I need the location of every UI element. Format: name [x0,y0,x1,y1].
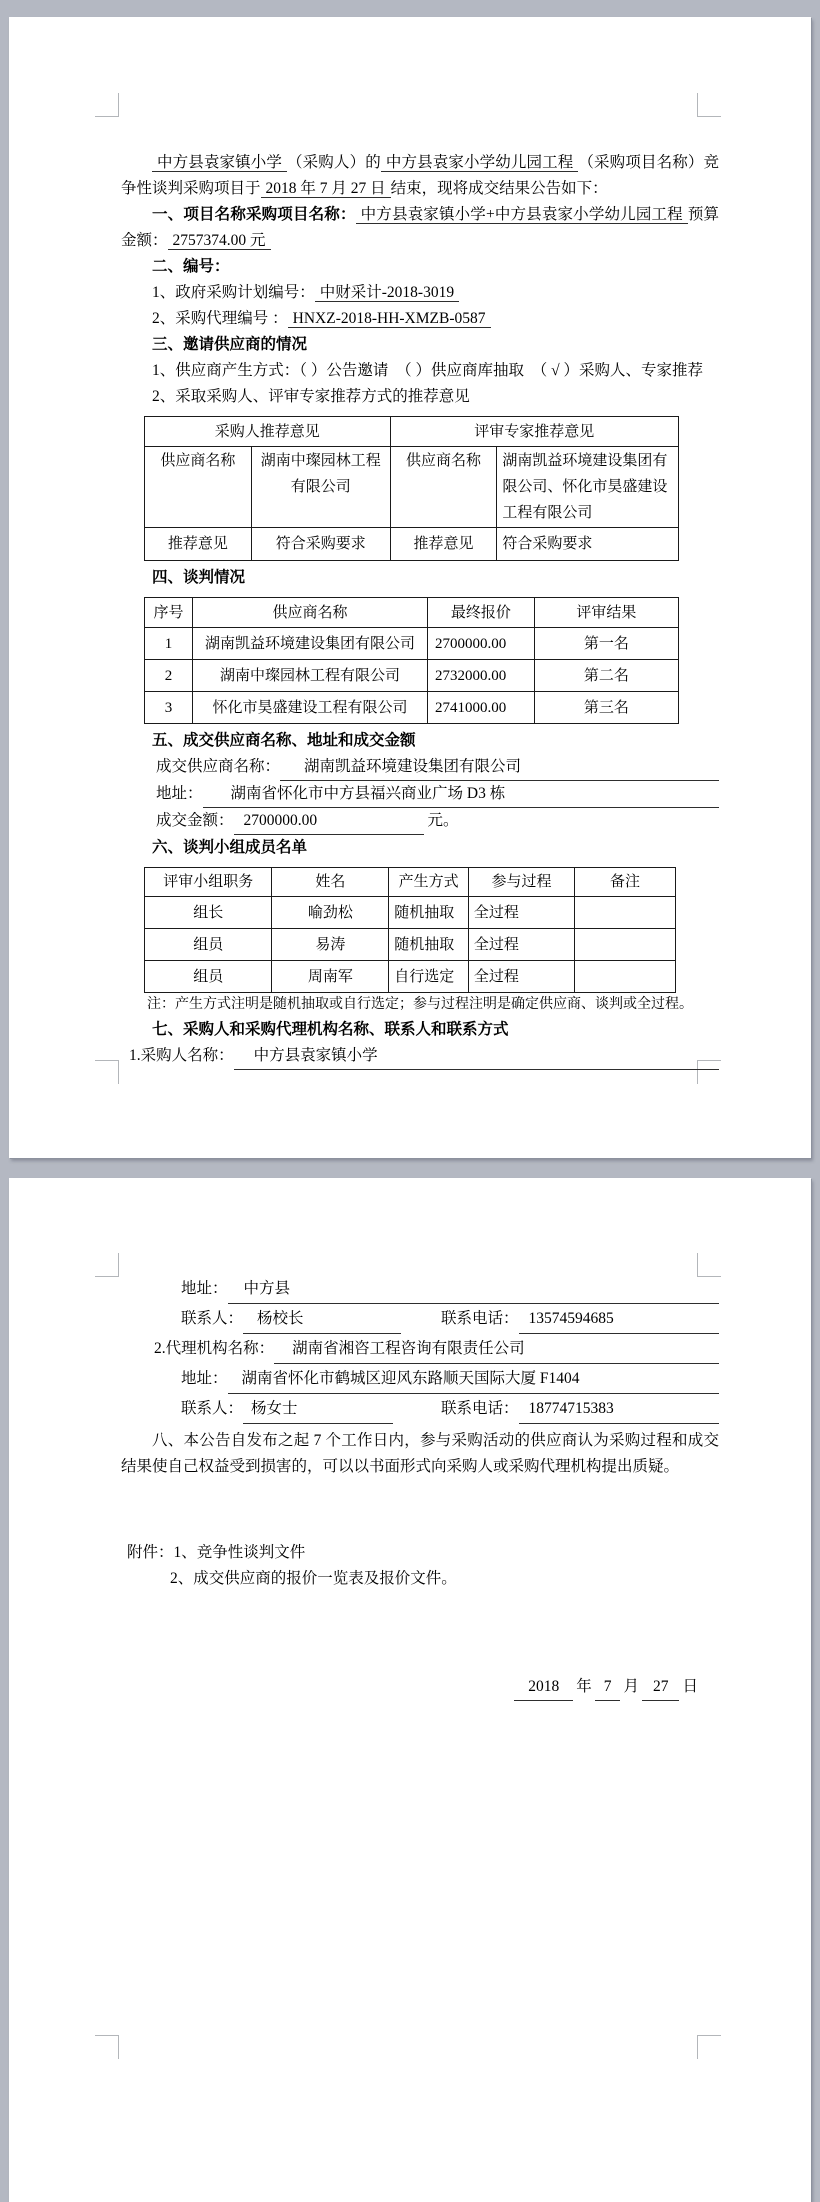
budget-label: 预算金额： [121,206,719,249]
purchaser-name-label: 1.采购人名称： [129,1047,234,1064]
intro-paragraph [121,150,719,202]
table-row [145,868,676,897]
table-cell: 组长 [145,897,272,929]
winner-name-row [121,754,719,781]
agency-contact-value: 杨女士 [243,1394,393,1424]
purchaser-address-value: 中方县 [228,1274,719,1304]
table-cell: 第一名 [534,628,678,660]
table-cell: 自行选定 [389,961,469,993]
table-cell [575,961,676,993]
table-cell: 第二名 [534,660,678,692]
agency-contact-row [121,1394,719,1424]
table-cell: 组员 [145,961,272,993]
section-5-heading: 五、成交供应商名称、地址和成交金额 [152,732,416,749]
deal-amount-label: 成交金额： [156,812,234,829]
budget-value-underlined: 2757374.00 元 [168,232,271,250]
purchaser-phone-value: 13574594685 [519,1304,719,1334]
section-6-heading: 六、谈判小组成员名单 [152,839,308,856]
margin-mark-icon [697,2035,721,2059]
agency-phone-label: 联系电话： [441,1400,519,1417]
table-cell: 喻劲松 [272,897,389,929]
table-header-cell: 参与过程 [468,868,574,897]
date-month-value: 7 [595,1674,621,1701]
page-2 [9,1178,811,2202]
table-header-cell: 姓名 [272,868,389,897]
attachment-line-1: 附件：1、竞争性谈判文件 [127,1544,306,1561]
agency-contact-label: 联系人： [181,1400,244,1417]
project-title-underlined: 中方县袁家镇小学+中方县袁家小学幼儿园工程 [356,206,688,224]
winner-name-label: 成交供应商名称： [156,758,281,775]
plan-number-value: 中财采计-2018-3019 [315,284,459,302]
purchaser-name-underlined: 中方县袁家镇小学 [152,154,287,172]
table-cell: 2741000.00 [428,692,535,724]
date-month-label: 月 [623,1678,639,1695]
table-row [145,692,679,724]
purchaser-phone-label: 联系电话： [441,1310,519,1327]
purchaser-address-label: 地址： [181,1280,228,1297]
recommendation-table [144,416,679,561]
table-cell: 2 [145,660,193,692]
section-1-paragraph [121,202,719,254]
table-cell: 全过程 [468,897,574,929]
table-cell: 怀化市昊盛建设工程有限公司 [193,692,428,724]
table-cell: 湖南凯益环境建设集团有限公司、怀化市昊盛建设工程有限公司 [497,447,679,528]
section-3-heading: 三、邀请供应商的情况 [152,336,308,353]
table-cell: 供应商名称 [390,447,497,528]
purchaser-name-row [121,1043,719,1070]
table-cell: 随机抽取 [389,929,469,961]
winner-name-value: 湖南凯益环境建设集团有限公司 [280,754,719,781]
winner-address-label: 地址： [156,785,203,802]
negotiation-table [144,597,679,724]
agency-name-label: 2.代理机构名称： [154,1340,275,1357]
table-cell: 第三名 [534,692,678,724]
purchaser-contact-value: 杨校长 [243,1304,401,1334]
agency-phone-value: 18774715383 [519,1394,719,1424]
table-header-cell: 采购人推荐意见 [145,417,391,447]
purchaser-address-row [121,1274,719,1304]
table-cell: 供应商名称 [145,447,252,528]
table-cell: 湖南凯益环境建设集团有限公司 [193,628,428,660]
margin-mark-icon [95,2035,119,2059]
attachment-line-2: 2、成交供应商的报价一览表及报价文件。 [170,1570,457,1587]
section-4-heading: 四、谈判情况 [152,569,246,586]
table-cell: 湖南中璨园林工程有限公司 [193,660,428,692]
table-header-cell: 供应商名称 [193,598,428,628]
table-cell: 符合采购要求 [497,528,679,561]
page-1-content [121,150,719,1070]
table-cell: 周南军 [272,961,389,993]
intro-text: 结束，现将成交结果公告如下： [390,180,608,197]
table-row [145,628,679,660]
agency-address-value: 湖南省怀化市鹤城区迎风东路顺天国际大厦 F1404 [228,1364,719,1394]
deal-amount-value: 2700000.00 [234,808,424,835]
date-day-label: 日 [682,1678,698,1695]
project-name-underlined: 中方县袁家小学幼儿园工程 [381,154,579,172]
purchaser-contact-label: 联系人： [181,1310,244,1327]
recommend-intro-line: 2、采取采购人、评审专家推荐方式的推荐意见 [152,388,470,405]
table-row [145,897,676,929]
table-cell: 易涛 [272,929,389,961]
agency-address-row [121,1364,719,1394]
table-header-cell: 备注 [575,868,676,897]
table-cell: 2732000.00 [428,660,535,692]
winner-address-row [121,781,719,808]
margin-mark-icon [95,1253,119,1277]
supplier-method-line: 1、供应商产生方式：（ ）公告邀请 （ ）供应商库抽取 （ √ ）采购人、专家推荐 [152,362,704,379]
date-year-value: 2018 [514,1674,573,1701]
date-year-label: 年 [576,1678,592,1695]
close-date-underlined: 2018 年 7 月 27 日 [261,180,391,198]
agency-name-value: 湖南省湘咨工程咨询有限责任公司 [274,1334,719,1364]
table-header-cell: 评审结果 [534,598,678,628]
agency-number-label: 2、采购代理编号 ： [152,310,288,327]
deal-amount-row [121,808,719,835]
table-row [145,598,679,628]
table-header-cell: 评审小组职务 [145,868,272,897]
table-cell [575,897,676,929]
table-cell: 全过程 [468,929,574,961]
section-2-heading: 二、编号： [152,258,230,275]
table-cell: 2700000.00 [428,628,535,660]
date-day-value: 27 [642,1674,680,1701]
agency-name-row [121,1334,719,1364]
table-header-cell: 产生方式 [389,868,469,897]
table-cell: 全过程 [468,961,574,993]
plan-number-label: 1、政府采购计划编号： [152,284,315,301]
table-cell: 组员 [145,929,272,961]
intro-text: （采购人）的 [287,154,381,171]
agency-number-value: HNXZ-2018-HH-XMZB-0587 [288,310,491,328]
table-header-cell: 最终报价 [428,598,535,628]
section-1-heading: 一、项目名称采购项目名称： [152,206,356,223]
margin-mark-icon [95,1060,119,1084]
signature-date-row [121,1674,701,1701]
deal-amount-unit: 元。 [427,812,459,829]
table-row [145,417,679,447]
page-2-content [121,1274,719,1701]
table-cell: 符合采购要求 [251,528,390,561]
table-cell: 推荐意见 [145,528,252,561]
table-cell: 1 [145,628,193,660]
margin-mark-icon [95,93,119,117]
table-row [145,660,679,692]
winner-address-value: 湖南省怀化市中方县福兴商业广场 D3 栋 [203,781,719,808]
table-cell: 3 [145,692,193,724]
table-note: 注：产生方式注明是随机抽取或自行选定；参与过程注明是确定供应商、谈判或全过程。 [147,997,693,1012]
purchaser-name-value: 中方县袁家镇小学 [234,1043,719,1070]
table-row [145,528,679,561]
panel-table [144,867,676,993]
table-cell: 推荐意见 [390,528,497,561]
table-cell: 随机抽取 [389,897,469,929]
table-row [145,447,679,528]
page-1 [9,17,811,1158]
margin-mark-icon [697,93,721,117]
agency-number-line [121,306,719,332]
table-cell: 湖南中璨园林工程有限公司 [251,447,390,528]
section-8-paragraph: 八、本公告自发布之起 7 个工作日内，参与采购活动的供应商认为采购过程和成交结果使自己权益受到损害的，可以以书面形式向采购人或采购代理机构提出质疑。 [121,1432,719,1475]
table-row [145,929,676,961]
section-7-heading: 七、采购人和采购代理机构名称、联系人和联系方式 [152,1021,509,1038]
plan-number-line [121,280,719,306]
table-row [145,961,676,993]
table-header-cell: 评审专家推荐意见 [390,417,678,447]
table-cell [575,929,676,961]
table-header-cell: 序号 [145,598,193,628]
agency-address-label: 地址： [181,1370,228,1387]
purchaser-contact-row [121,1304,719,1334]
intro-text: （采购项目名称）竞争性谈判采购项目于 [121,154,719,197]
